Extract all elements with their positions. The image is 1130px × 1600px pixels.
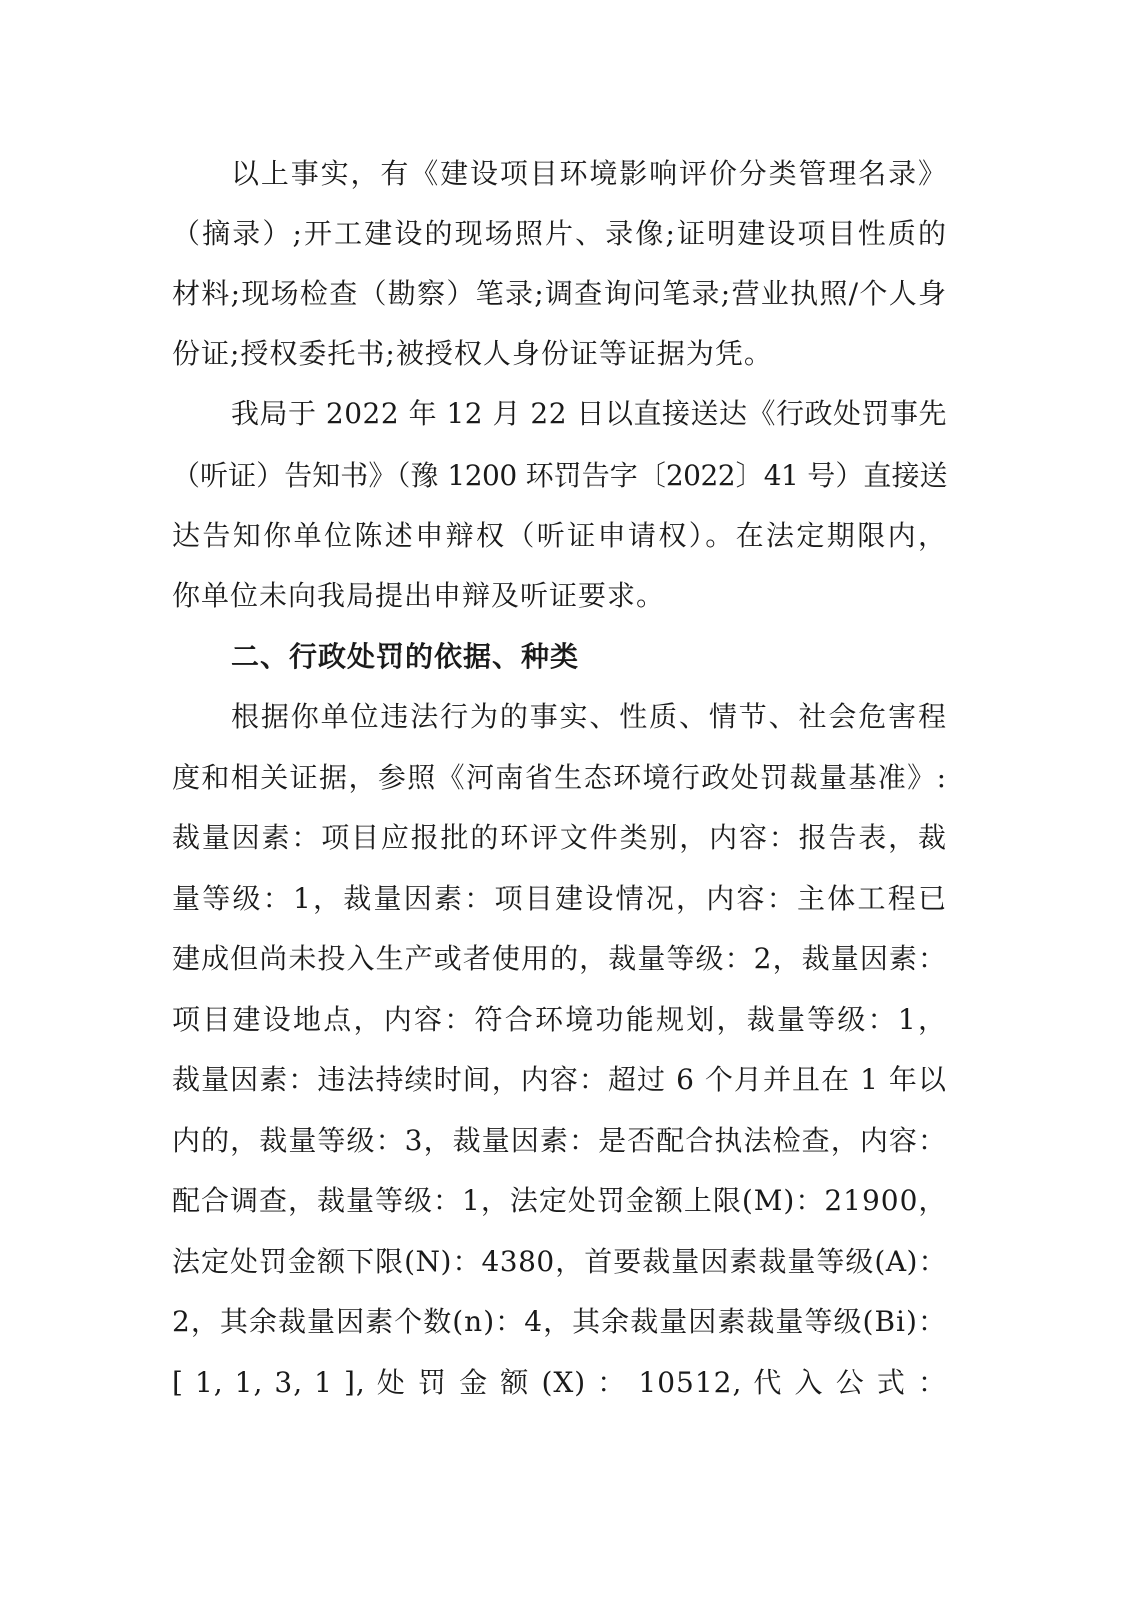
paragraph-basis-line-11: 2，其余裁量因素个数(n)：4，其余裁量因素裁量等级(Bi)： xyxy=(172,1305,947,1338)
paragraph-notice-line-3: 达告知你单位陈述申辩权（听证申请权）。在法定期限内， xyxy=(172,519,947,552)
paragraph-basis-line-12: [ 1, 1, 3, 1 ], 处 罚 金 额 (X) ： 10512, 代 入 公 式 ： xyxy=(172,1366,947,1399)
paragraph-notice-line-1: 我局于 2022 年 12 月 22 日以直接送达《行政处罚事先 xyxy=(231,397,947,430)
paragraph-notice-line-4: 你单位未向我局提出申辩及听证要求。 xyxy=(172,579,666,612)
paragraph-basis-line-2: 度和相关证据，参照《河南省生态环境行政处罚裁量基准》: xyxy=(172,761,947,794)
section-heading: 二、行政处罚的依据、种类 xyxy=(231,640,580,673)
paragraph-basis-line-9: 配合调查，裁量等级：1，法定处罚金额上限(M)：21900， xyxy=(172,1184,948,1217)
paragraph-basis-line-8: 内的，裁量等级：3，裁量因素：是否配合执法检查，内容： xyxy=(172,1124,947,1157)
paragraph-facts-line-2: （摘录）;开工建设的现场照片、录像;证明建设项目性质的 xyxy=(172,217,947,250)
paragraph-basis-line-1: 根据你单位违法行为的事实、性质、情节、社会危害程 xyxy=(231,700,947,733)
paragraph-basis-line-3: 裁量因素：项目应报批的环评文件类别，内容：报告表，裁 xyxy=(172,821,947,854)
paragraph-facts-line-4: 份证;授权委托书;被授权人身份证等证据为凭。 xyxy=(172,337,773,370)
paragraph-basis-line-5: 建成但尚未投入生产或者使用的，裁量等级：2，裁量因素： xyxy=(172,942,947,975)
paragraph-notice-line-2: （听证）告知书》（豫 1200 环罚告字〔2022〕41 号）直接送 xyxy=(172,459,947,492)
paragraph-basis-line-10: 法定处罚金额下限(N)：4380，首要裁量因素裁量等级(A)： xyxy=(172,1245,947,1278)
paragraph-facts-line-3: 材料;现场检查（勘察）笔录;调查询问笔录;营业执照/个人身 xyxy=(172,277,947,310)
paragraph-facts-line-1: 以上事实，有《建设项目环境影响评价分类管理名录》 xyxy=(231,157,947,190)
paragraph-basis-line-7: 裁量因素：违法持续时间，内容：超过 6 个月并且在 1 年以 xyxy=(172,1063,947,1096)
paragraph-basis-line-4: 量等级：1，裁量因素：项目建设情况，内容：主体工程已 xyxy=(172,882,947,915)
paragraph-basis-line-6: 项目建设地点，内容：符合环境功能规划，裁量等级：1， xyxy=(172,1003,947,1036)
